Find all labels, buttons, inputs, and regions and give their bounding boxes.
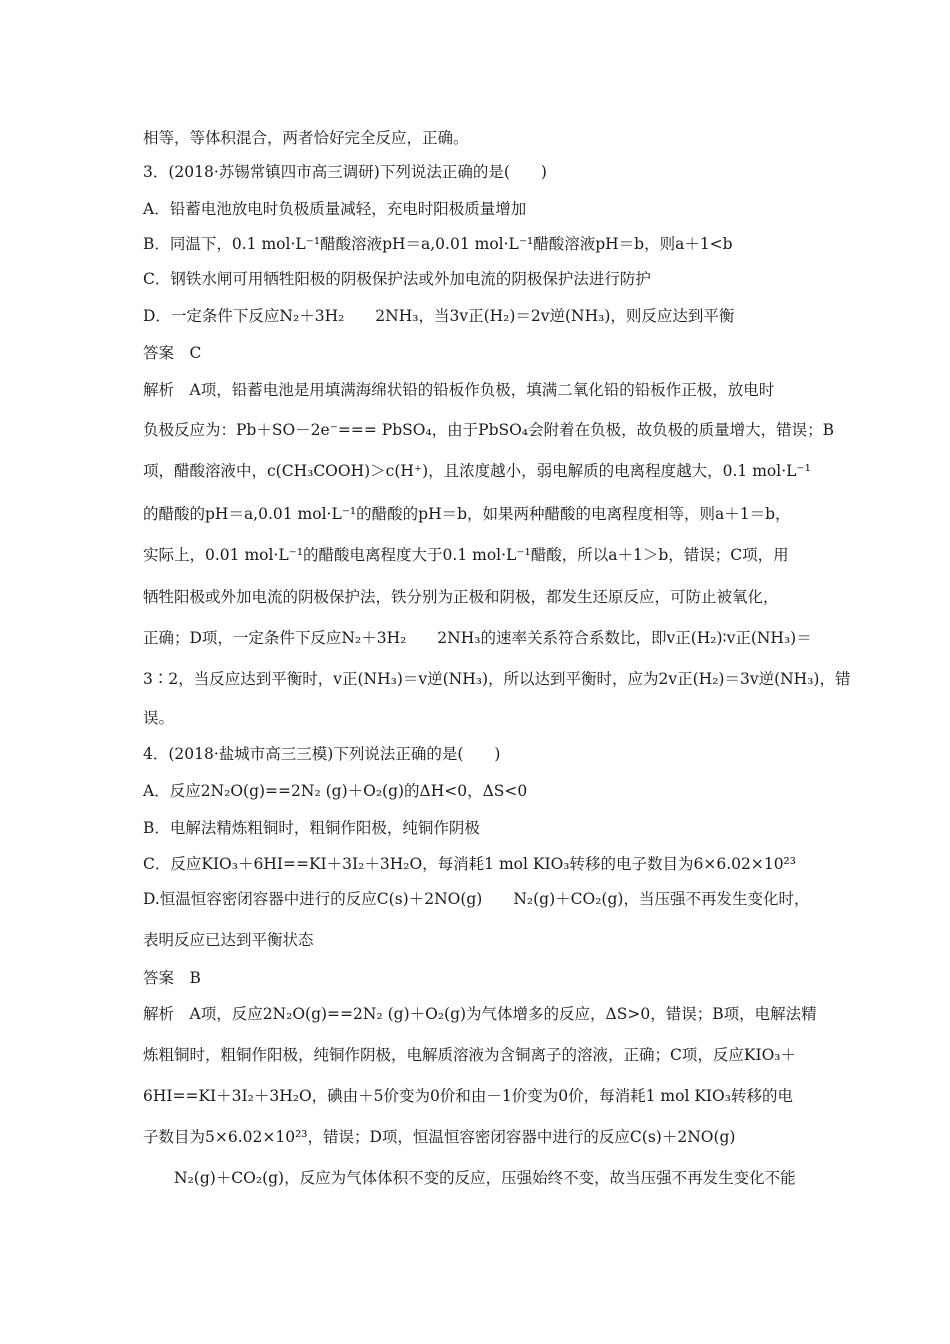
explanation-line: 子数目为5×6.02×10²³，错误；D项，恒温恒容密闭容器中进行的反应C(s)＋2NO(g) bbox=[143, 1128, 736, 1146]
explanation-line: 解析 A项，铅蓄电池是用填满海绵状铅的铅板作负极，填满二氧化铅的铅板作正极，放电时 bbox=[143, 381, 775, 399]
explanation-line: 的醋酸的pH＝a,0.01 mol·L⁻¹的醋酸的pH＝b，如果两种醋酸的电离程度相等，则a＋1＝b， bbox=[143, 505, 791, 523]
option-a: A．反应2N₂O(g)==2N₂ (g)＋O₂(g)的ΔH<0，ΔS<0 bbox=[143, 782, 528, 800]
explanation-line: 负极反应为：Pb＋SO－2e⁻=== PbSO₄，由于PbSO₄会附着在负极，故负极的质量增大，错误；B bbox=[143, 421, 834, 439]
question-4-stem: 4．(2018·盐城市高三三模)下列说法正确的是( ) bbox=[143, 745, 501, 763]
answer-label: 答案 C bbox=[143, 344, 202, 362]
explanation-line: 炼粗铜时，粗铜作阳极，纯铜作阴极，电解质溶液为含铜离子的溶液，正确；C项，反应KIO₃＋ bbox=[143, 1046, 796, 1064]
option-b: B．电解法精炼粗铜时，粗铜作阳极，纯铜作阴极 bbox=[143, 819, 480, 837]
explanation-line: 项，醋酸溶液中，c(CH₃COOH)＞c(H⁺)，且浓度越小，弱电解质的电离程度越大，0.1 mol·L⁻¹ bbox=[143, 462, 811, 480]
option-d: D.恒温恒容密闭容器中进行的反应C(s)＋2NO(g) N₂(g)＋CO₂(g)，当压强不再发生变化时， bbox=[143, 890, 810, 908]
option-a: A．铅蓄电池放电时负极质量减轻，充电时阳极质量增加 bbox=[143, 200, 527, 218]
explanation-line: 误。 bbox=[143, 709, 175, 727]
option-b: B．同温下，0.1 mol·L⁻¹醋酸溶液pH＝a,0.01 mol·L⁻¹醋酸溶液pH＝b，则a＋1<b bbox=[143, 235, 733, 253]
option-d: D．一定条件下反应N₂＋3H₂ 2NH₃，当3v正(H₂)＝2v逆(NH₃)，则反应达到平衡 bbox=[143, 307, 735, 325]
explanation-line: 3∶2，当反应达到平衡时，v正(NH₃)＝v逆(NH₃)，所以达到平衡时，应为2v正(H₂)＝3v逆(NH₃)，错 bbox=[143, 670, 851, 688]
answer-label: 答案 B bbox=[143, 969, 201, 987]
question-3-stem: 3．(2018·苏锡常镇四市高三调研)下列说法正确的是( ) bbox=[143, 163, 547, 181]
option-d-continued: 表明反应已达到平衡状态 bbox=[143, 931, 314, 949]
option-c: C．钢铁水闸可用牺牲阳极的阴极保护法或外加电流的阴极保护法进行防护 bbox=[143, 270, 651, 288]
text-line: 相等，等体积混合，两者恰好完全反应，正确。 bbox=[143, 129, 469, 147]
explanation-line: 6HI==KI＋3I₂＋3H₂O，碘由＋5价变为0价和由－1价变为0价，每消耗1 mol KIO₃转移的电 bbox=[143, 1087, 793, 1105]
option-c: C．反应KIO₃＋6HI==KI＋3I₂＋3H₂O，每消耗1 mol KIO₃转移的电子数目为6×6.02×10²³ bbox=[143, 855, 796, 873]
explanation-line: 正确；D项，一定条件下反应N₂＋3H₂ 2NH₃的速率关系符合系数比，即v正(H₂)∶v正(NH₃)＝ bbox=[143, 629, 812, 647]
explanation-line: 实际上，0.01 mol·L⁻¹的醋酸电离程度大于0.1 mol·L⁻¹醋酸，所以a＋1＞b，错误；C项，用 bbox=[143, 546, 789, 564]
explanation-line: 解析 A项，反应2N₂O(g)==2N₂ (g)＋O₂(g)为气体增多的反应，ΔS>0，错误；B项，电解法精 bbox=[143, 1005, 817, 1023]
explanation-line: 牺牲阳极或外加电流的阴极保护法，铁分别为正极和阴极，都发生还原反应，可防止被氧化， bbox=[143, 588, 779, 606]
explanation-line: N₂(g)＋CO₂(g)，反应为气体体积不变的反应，压强始终不变，故当压强不再发生变化不能 bbox=[174, 1169, 796, 1187]
